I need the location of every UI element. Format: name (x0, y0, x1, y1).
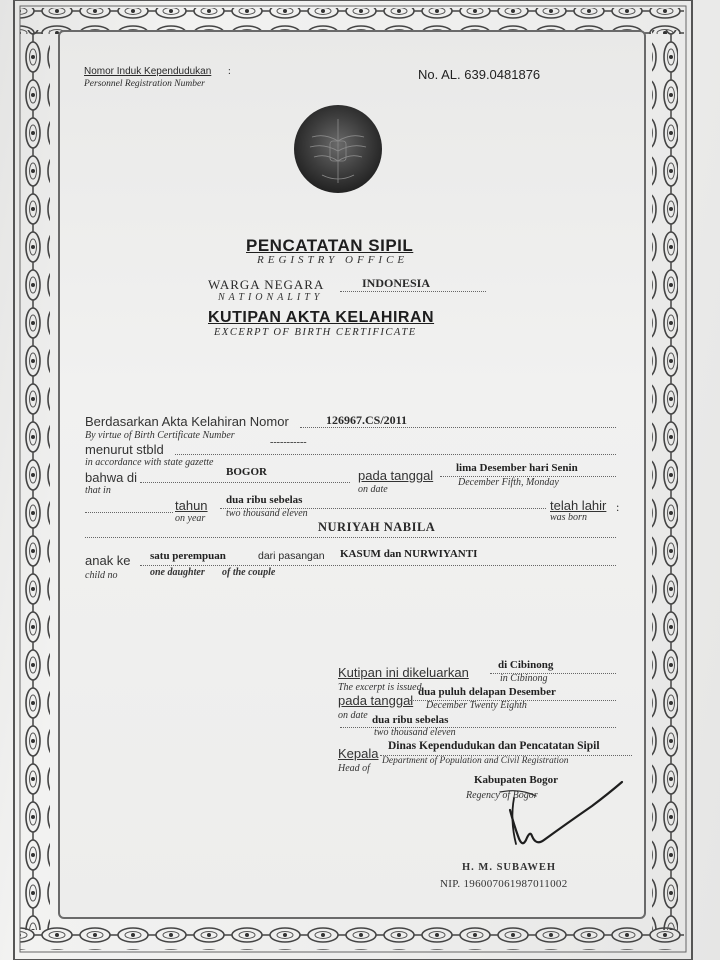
cert-number-line (300, 427, 616, 428)
head-en: Head of (338, 763, 370, 774)
issued-year-value: dua ribu sebelas (372, 714, 449, 726)
year-en: on year (175, 513, 206, 524)
issued-place-en: in Cibinong (500, 673, 548, 684)
stbld-value: ----------- (270, 437, 307, 448)
stbld-en: in accordance with state gazette (85, 457, 214, 468)
child-no-label: anak ke (85, 553, 131, 568)
garuda-seal (292, 103, 384, 195)
regency: Kabupaten Bogor (474, 774, 559, 786)
couple-label: dari pasangan (258, 550, 325, 562)
issued-date-value: dua puluh delapan Desember (418, 686, 556, 698)
nationality-en: NATIONALITY (218, 292, 324, 303)
nationality-label: WARGA NEGARA (208, 277, 325, 292)
nik-label-en: Personnel Registration Number (84, 79, 205, 89)
cert-number-label: Berdasarkan Akta Kelahiran Nomor (85, 414, 289, 429)
parents-line (140, 565, 616, 566)
nik-label: Nomor Induk Kependudukan (84, 66, 212, 77)
born-colon: : (616, 500, 620, 514)
parents-value: KASUM dan NURWIYANTI (340, 548, 478, 560)
date-label: pada tanggal (358, 468, 434, 483)
date-value: lima Desember hari Senin (456, 462, 578, 474)
issued-label: Kutipan ini dikeluarkan (338, 665, 469, 680)
place-en: that in (85, 485, 111, 496)
issued-date-label: pada tanggal (338, 693, 414, 708)
stbld-label: menurut stbld (85, 442, 164, 457)
cert-number-en: By virtue of Birth Certificate Number (85, 430, 235, 441)
issued-en: The excerpt is issued (338, 682, 422, 693)
born-en: was born (550, 512, 587, 523)
born-label: telah lahir (550, 498, 607, 513)
year-value-en: two thousand eleven (226, 508, 308, 519)
issued-place: di Cibinong (498, 659, 554, 671)
cert-number-value: 126967.CS/2011 (326, 413, 408, 427)
department-en: Department of Population and Civil Registration (382, 756, 569, 766)
signature (470, 770, 640, 860)
nik-colon: : (228, 66, 231, 77)
document-title: KUTIPAN AKTA KELAHIRAN (208, 309, 435, 326)
issued-date-value-en: December Twenty Eighth (426, 700, 527, 711)
place-line (140, 482, 350, 483)
official-name: H. M. SUBAWEH (462, 862, 557, 873)
office-title-en: REGISTRY OFFICE (257, 254, 409, 266)
department: Dinas Kependudukan dan Pencatatan Sipil (388, 740, 600, 752)
year-lead-line (85, 512, 173, 513)
child-no-value-en: one daughter (150, 567, 205, 578)
place-label: bahwa di (85, 470, 138, 485)
date-en: on date (358, 484, 388, 495)
certificate-number: No. AL. 639.0481876 (418, 67, 541, 82)
name-line (85, 537, 616, 538)
couple-en: of the couple (222, 567, 276, 578)
year-label: tahun (175, 498, 208, 513)
nationality-line (340, 291, 486, 292)
document-title-en: EXCERPT OF BIRTH CERTIFICATE (214, 327, 417, 338)
child-name: NURIYAH NABILA (318, 520, 436, 534)
issued-year-value-en: two thousand eleven (374, 727, 456, 738)
child-no-value: satu perempuan (150, 550, 226, 562)
stbld-line (175, 454, 616, 455)
head-label: Kepala (338, 746, 379, 761)
date-value-en: December Fifth, Monday (458, 477, 559, 488)
child-no-en: child no (85, 570, 118, 581)
office-title: PENCATATAN SIPIL (246, 236, 414, 255)
nationality-value: INDONESIA (362, 276, 431, 290)
regency-en: Regency of Bogor (466, 790, 538, 801)
year-value: dua ribu sebelas (226, 494, 303, 506)
official-nip: NIP. 196007061987011002 (440, 878, 568, 890)
place-value: BOGOR (226, 466, 267, 478)
issued-date-en: on date (338, 710, 368, 721)
